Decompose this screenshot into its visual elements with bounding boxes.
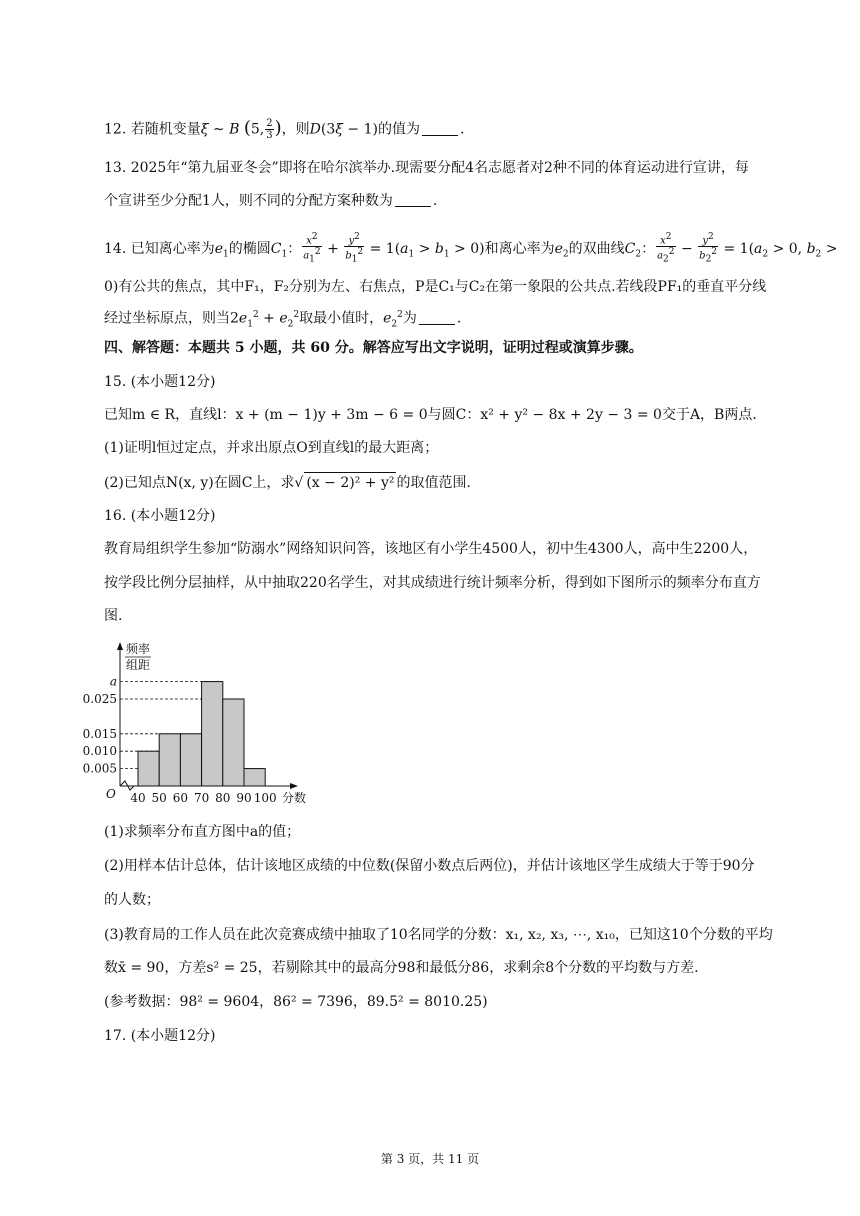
x-tick-label: 80: [215, 791, 231, 805]
y-tick-label: 0.025: [82, 692, 117, 706]
x-axis-label: 分数: [281, 791, 307, 805]
histogram-bar: [223, 699, 244, 786]
q14-line2: 0)有公共的焦点，其中F₁，F₂分别为左、右焦点，P是C₁与C₂在第一象限的公共点.若线段PF₁的垂直平分线: [104, 279, 767, 295]
q16-stem3: 图.: [104, 608, 123, 624]
q16-part2-line1: (2)用样本估计总体，估计该地区成绩的中位数(保留小数点后两位)，并估计该地区学生成绩大于等于90分: [104, 858, 755, 874]
x-tick-label: 70: [193, 791, 210, 805]
q16-part2-line2: 的人数；: [104, 892, 160, 908]
q16-stem1: 教育局组织学生参加“防溺水”网络知识问答，该地区有小学生4500人，初中生4300人，高中生2200人，: [104, 541, 758, 557]
x-tick-label: 50: [151, 791, 167, 805]
x-axis-arrow: [290, 783, 298, 789]
y-axis-label-bottom: 组距: [126, 658, 151, 672]
answer-blank: [419, 310, 455, 325]
histogram-bar: [138, 751, 159, 786]
y-tick-label: 0.010: [82, 744, 117, 759]
answer-blank: [395, 192, 431, 207]
answer-blank: [422, 121, 458, 136]
q14-line3: 经过坐标原点，则当$2e_1^2 + e_2^2$取最小值时，$e_2^2$为 .: [104, 310, 462, 330]
q16-part3-line1: (3)教育局的工作人员在此次竞赛成绩中抽取了10名同学的分数：x₁, x₂, x₃, ⋯, x₁₀，已知这10个分数的平均: [104, 927, 773, 943]
q15-head: 15. (本小题12分): [104, 374, 216, 390]
y-tick-label: 0.005: [82, 761, 117, 776]
q17-head: 17. (本小题12分): [104, 1028, 216, 1044]
section-heading: 四、解答题：本题共 5 小题，共 60 分。解答应写出文字说明，证明过程或演算步骤。: [104, 340, 643, 356]
q15-stem: 已知m ∈ R，直线l：x + (m − 1)y + 3m − 6 = 0与圆C：x² + y² − 8x + 2y − 3 = 0交于A，B两点.: [104, 407, 757, 423]
y-axis-arrow: [117, 642, 123, 650]
q16-stem2: 按学段比例分层抽样，从中抽取220名学生，对其成绩进行统计频率分析，得到如下图所示的频率分布直方: [104, 575, 761, 591]
x-tick-label: 90: [236, 791, 252, 805]
x-tick-label: 100: [253, 791, 277, 805]
x-tick-label: 40: [130, 791, 146, 805]
y-tick-label: a: [109, 674, 117, 689]
x-tick-label: 60: [172, 791, 189, 805]
frequency-histogram: [70, 640, 320, 808]
q16-part3-line2: 数x̄ = 90，方差s² = 25，若剔除其中的最高分98和最低分86，求剩余8个分数的平均数与方差.: [104, 960, 699, 976]
q15-part2: (2)已知点N(x, y)在圆C上，求√ (x − 2)² + y² 的取值范围.: [104, 472, 471, 493]
q16-part1: (1)求频率分布直方图中a的值；: [104, 824, 301, 840]
origin-label: O: [106, 787, 116, 801]
q13-line2: 个宣讲至少分配1人，则不同的分配方案种数为 .: [104, 193, 438, 209]
q15-part1: (1)证明l恒过定点，并求出原点O到直线l的最大距离；: [104, 440, 439, 456]
q12: 12. 若随机变量ξ ∼ B (5, $\frac{2}{3}$ )，则D(3ξ − 1)的值为 .: [104, 117, 465, 141]
histogram-bar: [202, 682, 223, 786]
q14-line1: 14. 已知离心率为$e_1$的椭圆$C_1$： $\frac{x^2}{a_1^2}$ + $\frac{y^2}{b_1^2}$ = $1(a_1 > b_1 > 0)$和离心率为$e_2$的双曲线$C_2$： $\frac{x^2}{a_2^2}$ − $\frac{y^2}{b_2^2}$ = $1(a_2 > 0$, $b_2$ >: [104, 232, 838, 265]
page-footer: 第 3 页，共 11 页: [380, 1152, 480, 1166]
y-axis-label-top: 频率: [126, 642, 151, 656]
q16-head: 16. (本小题12分): [104, 508, 216, 524]
histogram-bar: [159, 734, 180, 786]
q16-reference: (参考数据：98² = 9604，86² = 7396，89.5² = 8010.25): [104, 994, 488, 1010]
y-tick-label: 0.015: [82, 726, 117, 741]
q13-line1: 13. 2025年“第九届亚冬会”即将在哈尔滨举办.现需要分配4名志愿者对2种不同的体育运动进行宣讲，每: [104, 160, 749, 176]
histogram-bar: [244, 769, 265, 786]
histogram-bar: [180, 734, 201, 786]
